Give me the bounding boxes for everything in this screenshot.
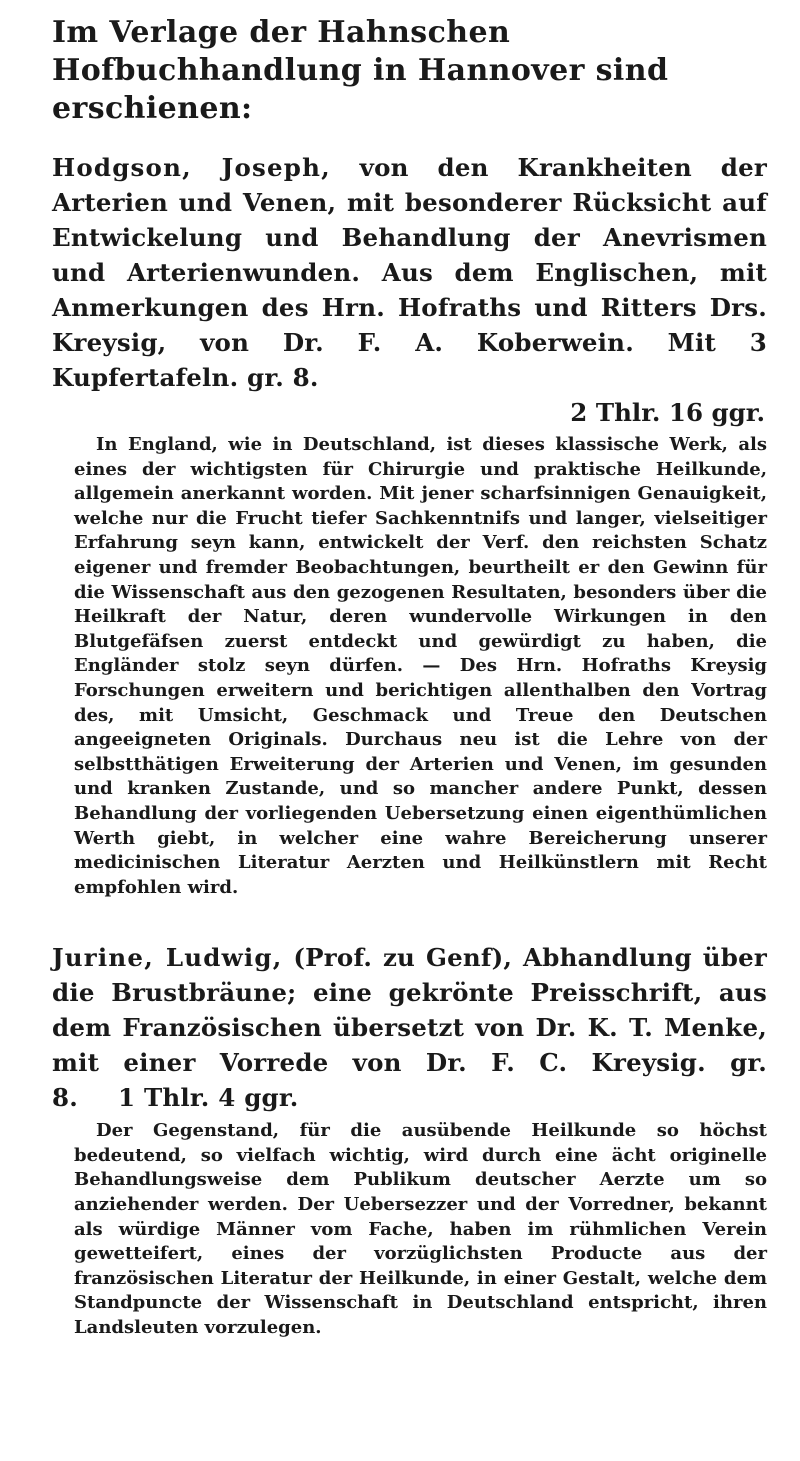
book-price: 1 Thlr. 4 ggr.	[117, 1083, 299, 1113]
book-title-block	[52, 150, 767, 395]
book-title: (Prof. zu Genf), Abhandlung über die Brustbräune; eine gekrönte Preisschrift, aus dem Französischen übersetzt von Dr. K. T. Menke, mit einer Vorrede von Dr. F. C. Kreysig. gr. 8.	[52, 943, 768, 1113]
review-block	[52, 1119, 767, 1340]
entry-separator	[52, 900, 767, 940]
book-author: Jurine, Ludwig,	[52, 943, 283, 973]
book-title: von den Krankheiten der Arterien und Venen, mit besonderer Rücksicht auf Entwickelung und Behandlung der Anevrismen und Arterienwunden. Aus dem Englischen, mit Anmerkungen des Hrn. Hofraths und Ritters Drs. Kreysig, von Dr. F. A. Koberwein. Mit 3 Kupfertafeln. gr. 8.	[52, 153, 767, 392]
book-entry-jurine	[52, 940, 767, 1340]
publisher-heading: Im Verlage der Hahnschen Hofbuchhandlung in Hannover sind erschienen:	[52, 15, 669, 126]
book-entry-hodgson	[52, 150, 767, 900]
book-price: 2 Thlr. 16 ggr.	[570, 398, 765, 427]
book-title-block	[52, 940, 767, 1115]
book-author: Hodgson, Joseph,	[52, 153, 331, 182]
advertisement-page	[52, 14, 767, 1341]
review-block	[52, 433, 767, 900]
book-review: In England, wie in Deutschland, ist dieses klassische Werk, als eines der wichtigsten für Chirurgie und praktische Heilkunde, allgemein anerkannt worden. Mit jener scharfsinnigen Genauigkeit, welche nur die Frucht tiefer Sachkenntnifs und langer, vielseitiger Erfahrung seyn kann, entwickelt der Verf. den reichsten Schatz eigener und fremder Beobachtungen, beurtheilt er den Gewinn für die Wissenschaft aus den gezogenen Resultaten, besonders über die Heilkraft der Natur, deren wundervolle Wirkungen in den Blutgefäfsen zuerst entdeckt und gewürdigt zu haben, die Engländer stolz seyn dürfen. — Des Hrn. Hofraths Kreysig Forschungen erweitern und berichtigen allenthalben den Vortrag des, mit Umsicht, Geschmack und Treue den Deutschen angeeigneten Originals. Durchaus neu ist die Lehre von der selbstthätigen Erweiterung der Arterien und Venen, im gesunden und kranken Zustande, und so mancher andere Punkt, dessen Behandlung der vorliegenden Uebersetzung einen eigenthümlichen Werth giebt, in welcher eine wahre Bereicherung unserer medicinischen Literatur Aerzten und Heilkünstlern mit Recht empfohlen wird.	[74, 434, 767, 898]
book-review: Der Gegenstand, für die ausübende Heilkunde so höchst bedeutend, so vielfach wichtig, wird durch eine ächt originelle Behandlungsweise dem Publikum deutscher Aerzte um so anziehender werden. Der Uebersezzer und der Vorredner, bekannt als würdige Männer vom Fache, haben im rühmlichen Verein gewetteifert, eines der vorzüglichsten Producte aus der französischen Literatur der Heilkunde, in einer Gestalt, welche dem Standpuncte der Wissenschaft in Deutschland entspricht, ihren Landsleuten vorzulegen.	[74, 1120, 767, 1339]
